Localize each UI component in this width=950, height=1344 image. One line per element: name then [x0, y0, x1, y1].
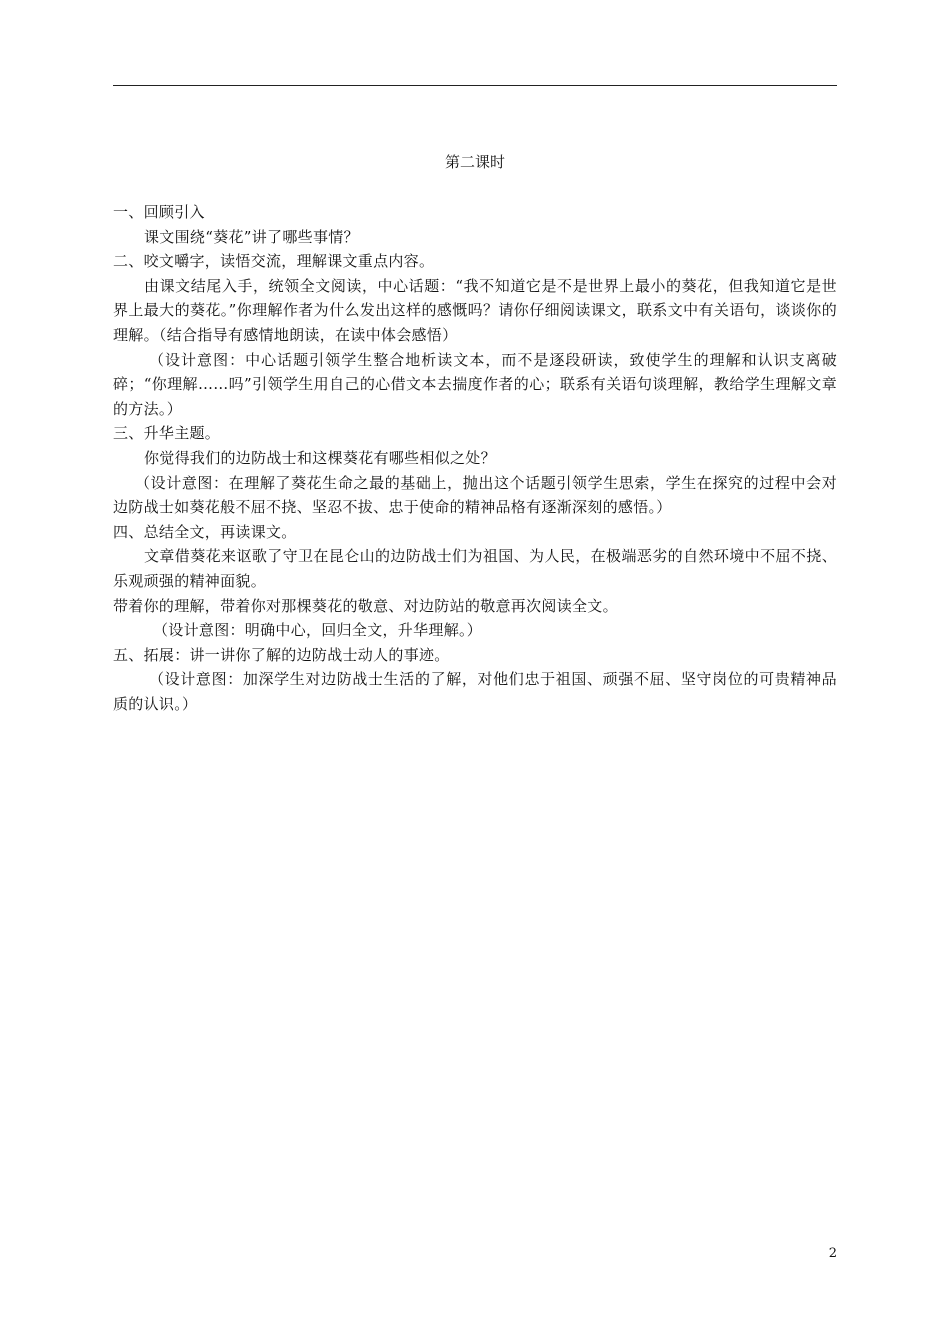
section-heading-summary: 四、总结全文，再读课文。 [113, 522, 297, 541]
section-heading-review: 一、回顾引入 [113, 203, 205, 221]
section-heading-extension: 五、拓展：讲一讲你了解的边防战士动人的事迹。 [113, 645, 450, 664]
design-intent-paragraph: （设计意图：中心话题引领学生整合地析读文本，而不是逐段研读，致使学生的理解和认识支离破碎；“你理解……吗”引领学生用自己的心借文本去揣度作者的心；联系有关语句谈理解，教给学生理解文章的方法。） [113, 350, 837, 418]
page-number: 2 [828, 1246, 837, 1261]
section-heading-reading: 二、咬文嚼字，读悟交流，理解课文重点内容。 [113, 252, 435, 271]
section-heading-theme: 三、升华主题。 [113, 424, 221, 443]
body-paragraph: 文章借葵花来讴歌了守卫在昆仑山的边防战士们为祖国、为人民，在极端恶劣的自然环境中不屈不挠、乐观顽强的精神面貌。 [113, 547, 837, 590]
body-paragraph: 带着你的理解，带着你对那棵葵花的敬意、对边防站的敬意再次阅读全文。 [113, 596, 618, 615]
design-intent-paragraph: （设计意图：加深学生对边防战士生活的了解，对他们忠于祖国、顽强不屈、坚守岗位的可贵精神品质的认识。） [113, 670, 837, 713]
design-intent-paragraph: （设计意图：明确中心，回归全文，升华理解。） [153, 621, 483, 640]
question-paragraph: 你觉得我们的边防战士和这棵葵花有哪些相似之处？ [144, 448, 496, 467]
header-rule [113, 85, 837, 86]
design-intent-paragraph: （设计意图：在理解了葵花生命之最的基础上，抛出这个话题引领学生思索，学生在探究的过程中会对边防战士如葵花般不屈不挠、坚忍不拔、忠于使命的精神品格有逐渐深刻的感悟。） [113, 473, 837, 517]
document-body [113, 200, 837, 716]
question-paragraph: 课文围绕“葵花”讲了哪些事情？ [144, 227, 359, 246]
body-paragraph: 由课文结尾入手，统领全文阅读，中心话题：“我不知道它是不是世界上最小的葵花，但我知道它是世界上最大的葵花。”你理解作者为什么发出这样的感慨吗？请你仔细阅读课文，联系文中有关语句，谈谈你的理解。（结合指导有感情地朗读，在读中体会感悟） [113, 276, 837, 344]
lesson-title: 第二课时 [444, 153, 505, 171]
